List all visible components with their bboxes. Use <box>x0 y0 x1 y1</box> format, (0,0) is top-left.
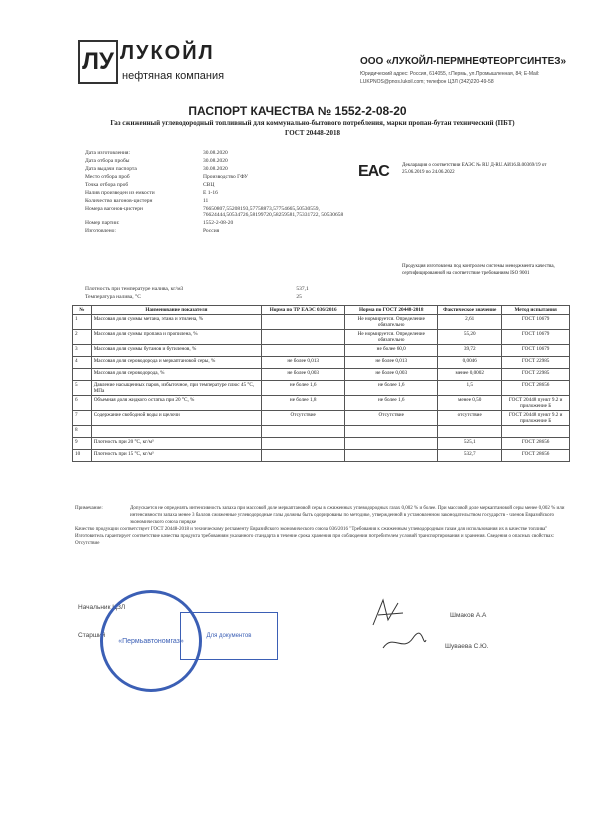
table-header-cell: Метод испытания <box>502 306 570 315</box>
field-key: Количество вагонов-цистерн <box>85 198 153 204</box>
table-cell: 525,1 <box>438 438 502 450</box>
field-key: Налив произведен из емкости <box>85 190 155 196</box>
note-line-2: Качество продукции соответствует ГОСТ 20448-2018 и техническому регламенту Евразийского экономического союза 036/2016 "Требования к сжиженным углеводородным газам для использования их в качестве топлива" <box>75 527 548 532</box>
field-row <box>85 198 353 204</box>
table-cell: 0,0046 <box>438 357 502 369</box>
table-cell <box>345 438 438 450</box>
table-cell: не более 1,6 <box>345 381 438 396</box>
senior-label: Старший <box>78 632 106 639</box>
field-row <box>85 158 353 164</box>
quality-table <box>72 305 570 462</box>
table-header-cell: Норма по ГОСТ 20448-2018 <box>345 306 438 315</box>
table-cell <box>345 426 438 438</box>
eac-mark: EAC <box>358 163 389 180</box>
field-row <box>85 150 353 156</box>
field-value: 76650807,55208193,57758873,57754665,50530559, 76624444,50534726,58199720,58259581,75331722, 50530658 <box>203 206 344 218</box>
density-line <box>85 286 309 292</box>
table-cell: Не нормируется. Определение обязательно <box>345 330 438 345</box>
field-key: Дата изготовления: <box>85 150 130 156</box>
table-row <box>73 357 570 369</box>
table-cell <box>438 426 502 438</box>
table-header-row <box>73 306 570 315</box>
table-cell <box>262 426 345 438</box>
density-value: 537,1 <box>296 286 309 292</box>
table-cell: менее 0,50 <box>438 396 502 411</box>
table-row <box>73 438 570 450</box>
table-cell: 10 <box>73 450 92 462</box>
field-value: Производство ГФУ <box>203 174 249 180</box>
table-cell: ГОСТ 28656 <box>502 450 570 462</box>
table-cell: не более 0,013 <box>262 357 345 369</box>
table-header-cell: Норма по ТР ЕАЭС 036/2016 <box>262 306 345 315</box>
table-cell: 8 <box>73 426 92 438</box>
table-header-cell: № <box>73 306 92 315</box>
table-row <box>73 345 570 357</box>
field-row <box>85 206 353 218</box>
company-stamp-icon: «Пермьавтономгаз» <box>100 590 202 692</box>
table-cell: не более 1,6 <box>345 396 438 411</box>
field-value: 1552-2-08-20 <box>203 220 234 226</box>
field-key: Дата отбора пробы <box>85 158 130 164</box>
brand-subtitle: нефтяная компания <box>122 70 225 82</box>
table-cell: 39,72 <box>438 345 502 357</box>
organization-name: ООО «ЛУКОЙЛ-ПЕРМНЕФТЕОРГСИНТЕЗ» <box>360 56 567 67</box>
table-row <box>73 396 570 411</box>
field-key: Место отбора проб <box>85 174 130 180</box>
table-cell: 2 <box>73 330 92 345</box>
declaration-text: Декларация о соответствии ЕАЭС № RU Д-RU.АИ16.В.00369/19 от 25.06.2019 по 24.06.2022 <box>402 163 547 175</box>
field-row <box>85 228 353 234</box>
table-cell: Плотность при 20 °С, кг/м³ <box>91 438 261 450</box>
field-value: 30.08.2020 <box>203 166 228 172</box>
signature-senior-icon <box>378 628 428 658</box>
table-row <box>73 381 570 396</box>
field-key: Номера вагонов-цистерн <box>85 206 143 212</box>
table-header-cell: Фактическое значение <box>438 306 502 315</box>
field-value: Е 1-16 <box>203 190 218 196</box>
product-subtitle <box>60 118 565 138</box>
passport-title: ПАСПОРТ КАЧЕСТВА № 1552-2-08-20 <box>188 104 407 118</box>
table-cell: не более 0,003 <box>262 369 345 381</box>
field-list <box>85 150 353 236</box>
table-cell: не более 1,8 <box>262 396 345 411</box>
table-cell: Не нормируется. Определение обязательно <box>345 315 438 330</box>
table-cell: ГОСТ 10679 <box>502 330 570 345</box>
table-cell: ГОСТ 20448 пункт 9.2 и приложение Б <box>502 396 570 411</box>
table-cell: ГОСТ 28656 <box>502 438 570 450</box>
table-cell <box>73 369 92 381</box>
table-cell: 5 <box>73 381 92 396</box>
lukoil-logo-icon: ЛУ <box>78 40 118 84</box>
table-cell: отсутствие <box>438 411 502 426</box>
table-cell <box>262 438 345 450</box>
table-cell: 2,61 <box>438 315 502 330</box>
table-cell <box>262 450 345 462</box>
chief-name: Шмаков А.А <box>450 612 487 619</box>
field-value: СВЦ <box>203 182 215 188</box>
field-value: 30.08.2020 <box>203 150 228 156</box>
table-cell: Отсутствие <box>345 411 438 426</box>
table-cell: не более 1,6 <box>262 381 345 396</box>
table-body <box>73 315 570 462</box>
field-value: 11 <box>203 198 209 204</box>
table-cell: 7 <box>73 411 92 426</box>
table-cell: не более 0,003 <box>345 369 438 381</box>
table-cell: Массовая доля суммы пропана и пропилена, % <box>91 330 261 345</box>
field-key: Точка отбора проб <box>85 182 129 188</box>
table-cell: не более 60,0 <box>345 345 438 357</box>
table-cell: Давление насыщенных паров, избыточное, при температуре плюс 45 °С, МПа <box>91 381 261 396</box>
field-row <box>85 182 353 188</box>
field-row <box>85 166 353 172</box>
table-cell: не более 0,013 <box>345 357 438 369</box>
notes-block <box>75 505 565 547</box>
table-cell: 1,5 <box>438 381 502 396</box>
table-cell: Плотность при 15 °С, кг/м³ <box>91 450 261 462</box>
table-row <box>73 330 570 345</box>
table-cell: Отсутствие <box>262 411 345 426</box>
table-row <box>73 315 570 330</box>
table-row <box>73 450 570 462</box>
table-cell <box>345 450 438 462</box>
chief-label: Начальник ЦЗЛ <box>78 604 126 611</box>
product-standard: ГОСТ 20448-2018 <box>284 129 341 137</box>
table-cell <box>262 315 345 330</box>
field-key: Номер партии: <box>85 220 120 226</box>
table-cell <box>262 345 345 357</box>
senior-name: Шуваева С.Ю. <box>445 643 489 650</box>
density-label: Плотность при температуре налива, кг/м3 <box>85 286 184 292</box>
table-cell: Содержание свободной воды и щелочи <box>91 411 261 426</box>
table-header-cell: Наименование показателя <box>91 306 261 315</box>
table-cell: 3 <box>73 345 92 357</box>
table-row <box>73 411 570 426</box>
temperature-line <box>85 294 302 300</box>
table-cell: Объемная доля жидкого остатка при 20 °С, % <box>91 396 261 411</box>
table-cell: Массовая доля суммы метана, этана и этилена, % <box>91 315 261 330</box>
table-cell <box>262 330 345 345</box>
table-cell: 6 <box>73 396 92 411</box>
table-cell: 9 <box>73 438 92 450</box>
table-cell: 55,20 <box>438 330 502 345</box>
temperature-value: 25 <box>296 294 302 300</box>
field-key: Дата выдачи паспорта <box>85 166 137 172</box>
field-value: 30.08.2020 <box>203 158 228 164</box>
table-cell: 1 <box>73 315 92 330</box>
table-cell: Массовая доля суммы бутанов и бутиленов, % <box>91 345 261 357</box>
field-value: Россия <box>203 228 220 234</box>
table-cell: ГОСТ 10679 <box>502 345 570 357</box>
organization-address: Юридический адрес: Россия, 614055, г.Пермь, ул.Промышленная, 84; E-Mail: LUKPNOS@pnos.lukoil.com; телефон ЦЗЛ (342)220-49-58 <box>360 71 540 85</box>
field-row <box>85 220 353 226</box>
table-cell <box>91 426 261 438</box>
temperature-label: Температура налива, °С <box>85 294 141 300</box>
table-cell: ГОСТ 10679 <box>502 315 570 330</box>
table-cell: Массовая доля сероводорода и меркаптановой серы, % <box>91 357 261 369</box>
note-line-3: Изготовитель гарантирует соответствие качества продукта требованиям указанного стандарта в течение срока хранения при соблюдении потребителем условий транспортирования и хранения. Сведения о опасных свойствах: Отсутствие <box>75 534 555 546</box>
table-cell: 532,7 <box>438 450 502 462</box>
table-cell: ГОСТ 20448 пункт 9.2 и приложение Б <box>502 411 570 426</box>
table-row <box>73 369 570 381</box>
documents-stamp-icon: Для документов <box>180 612 278 660</box>
notes-label: Примечание: <box>75 506 103 511</box>
table-cell: Массовая доля сероводорода, % <box>91 369 261 381</box>
field-row <box>85 190 353 196</box>
note-line-1: Допускается не определять интенсивность запаха при массовой доле меркаптановой серы в сжиженных углеводородных газах 0,002 % и более. При массовой доле меркаптановой серы менее 0,002 % или интенсивности запаха менее 3 баллов сжиженные углеводородные газы должны быть одорированы по методике, утвержденной в установленном законодательством государств - членов Евразийского экономического союза порядке <box>130 506 565 525</box>
field-key: Изготовлено: <box>85 228 116 234</box>
table-cell <box>502 426 570 438</box>
product-name: Газ сжиженный углеводородный топливный для коммунально-бытового потребления, марки пропан-бутан технический (ПБТ) <box>110 119 515 127</box>
table-cell: менее 0,0002 <box>438 369 502 381</box>
brand-name: ЛУКОЙЛ <box>120 42 215 64</box>
table-cell: ГОСТ 28656 <box>502 381 570 396</box>
table-cell: 4 <box>73 357 92 369</box>
table-row <box>73 426 570 438</box>
table-cell: ГОСТ 22985 <box>502 357 570 369</box>
quality-system-note: Продукция изготовлена под контролем системы менеджмента качества, сертифицированной на соответствие требованиям ISO 9001 <box>402 264 555 276</box>
table-cell: ГОСТ 22985 <box>502 369 570 381</box>
field-row <box>85 174 353 180</box>
